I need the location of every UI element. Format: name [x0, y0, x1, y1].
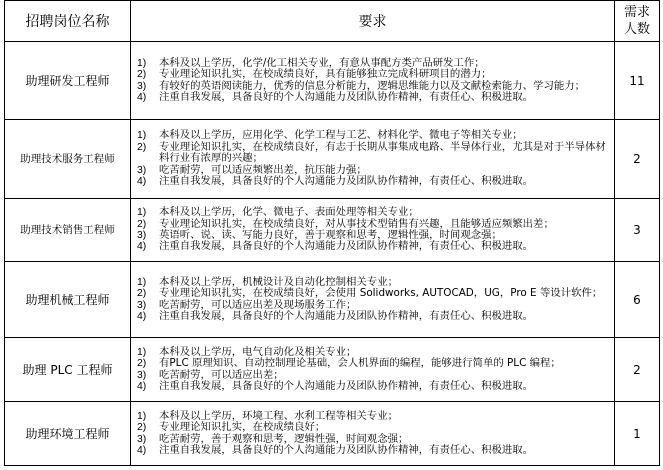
item-number: 4)	[137, 310, 147, 322]
headcount: 2	[615, 338, 660, 402]
header-position-name: 招聘岗位名称	[5, 1, 131, 42]
item-number: 4)	[137, 380, 147, 392]
list-item	[131, 422, 614, 433]
item-number: 2)	[137, 69, 147, 81]
item-text: 专业理论知识扎实，在校成绩良好，具有能够独立完成科研项目的潜力；	[159, 68, 492, 81]
item-text: 吃苦耐劳，可以适应频繁出差，抗压能力强；	[159, 163, 367, 176]
item-number: 3)	[137, 230, 147, 241]
item-text: 吃苦耐劳，善于观察和思考，逻辑性强，时间观念强；	[159, 432, 409, 445]
item-text: 英语听、说、读、写能力良好，善于观察和思考，逻辑性强，时间观念强；	[159, 229, 502, 241]
item-number: 3)	[137, 80, 147, 92]
list-item	[131, 381, 614, 392]
item-number: 3)	[137, 299, 147, 311]
item-text: 注重自我发展，具备良好的个人沟通能力及团队协作精神，有责任心、积极进取。	[159, 240, 534, 253]
item-number: 3)	[137, 433, 147, 445]
item-number: 2)	[137, 288, 147, 300]
item-text: 专业理论知识扎实，在校成绩良好，对从事技术型销售有兴趣，且能够适应频繁出差；	[159, 217, 554, 230]
item-text: 本科及以上学历，化学、微电子、表面处理等相关专业；	[159, 206, 419, 219]
item-text: 有较好的英语阅读能力，优秀的信息分析能力，逻辑思维能力以及文献检索能力、学习能力；	[159, 79, 586, 92]
item-number: 1)	[137, 346, 147, 358]
requirements-cell	[131, 262, 615, 338]
list-item	[131, 69, 614, 80]
list-item	[131, 207, 614, 218]
item-text: 注重自我发展，具备良好的个人沟通能力及团队协作精神，有责任心、积极进取。	[159, 175, 534, 188]
item-number: 4)	[137, 91, 147, 103]
item-number: 1)	[137, 410, 147, 422]
requirements-cell	[131, 402, 615, 466]
item-text: 本科及以上学历，电气自动化及相关专业；	[159, 345, 357, 358]
item-number: 3)	[137, 164, 147, 176]
item-number: 1)	[137, 276, 147, 288]
headcount: 6	[615, 262, 660, 338]
position-name: 助理环境工程师	[5, 402, 131, 466]
item-text: 专业理论知识扎实，在校成绩良好；	[159, 421, 326, 434]
requirements-cell	[131, 199, 615, 262]
item-text: 注重自我发展，具备良好的个人沟通能力及团队协作精神，有责任心、积极进取。	[159, 443, 534, 456]
item-number: 4)	[137, 176, 147, 188]
item-number: 2)	[137, 218, 147, 230]
headcount: 1	[615, 402, 660, 466]
list-item	[131, 142, 614, 165]
list-item	[131, 92, 614, 103]
item-number: 1)	[137, 207, 147, 219]
header-headcount	[615, 1, 660, 42]
position-name: 助理技术销售工程师	[5, 199, 131, 262]
requirements-cell	[131, 338, 615, 402]
header-headcount-line2: 人数	[623, 22, 650, 37]
item-text: 吃苦耐劳，可以适应出差；	[159, 368, 284, 381]
header-headcount-line1: 需求	[623, 5, 650, 20]
item-text: 注重自我发展，具备良好的个人沟通能力及团队协作精神，有责任心、积极进取。	[159, 309, 534, 322]
item-text: 本科及以上学历，机械设计及自动化控制相关专业；	[159, 275, 398, 288]
table-row	[5, 199, 660, 262]
item-text: 有PLC 原理知识、自动控制理论基础，会人机界面的编程，能够进行简单的 PLC 编程；	[159, 357, 561, 370]
headcount: 3	[615, 199, 660, 262]
list-item	[131, 288, 614, 299]
list-item	[131, 445, 614, 456]
item-number: 3)	[137, 369, 147, 381]
item-text: 本科及以上学历，化学/化工相关专业，有意从事配方类产品研发工作；	[159, 56, 485, 69]
item-number: 4)	[137, 444, 147, 456]
table-row	[5, 120, 660, 199]
item-text: 注重自我发展，具备良好的个人沟通能力及团队协作精神，有责任心、积极进取。	[159, 379, 534, 392]
item-text: 专业理论知识扎实，在校成绩良好，有志于长期从事集成电路、半导体行业，尤其是对于半导体材料行业有浓厚的兴趣；	[159, 140, 606, 165]
position-name: 助理技术服务工程师	[5, 120, 131, 199]
list-item	[131, 176, 614, 187]
item-text: 吃苦耐劳，可以适应出差及现场服务工作；	[159, 298, 357, 311]
list-item	[131, 311, 614, 322]
recruitment-table	[4, 0, 660, 466]
item-text: 本科及以上学历，应用化学、化学工程与工艺、材料化学、微电子等相关专业；	[159, 129, 523, 142]
table-row	[5, 262, 660, 338]
item-text: 本科及以上学历，环境工程、水利工程等相关专业；	[159, 409, 398, 422]
item-number: 2)	[137, 422, 147, 434]
position-name: 助理研发工程师	[5, 42, 131, 120]
header-requirements: 要求	[131, 1, 615, 42]
list-item	[131, 241, 614, 252]
requirements-cell	[131, 120, 615, 199]
item-number: 2)	[137, 358, 147, 370]
requirements-cell	[131, 42, 615, 120]
headcount: 2	[615, 120, 660, 199]
table-row	[5, 338, 660, 402]
headcount: 11	[615, 42, 660, 120]
item-number: 4)	[137, 241, 147, 253]
item-number: 1)	[137, 130, 147, 142]
table-row	[5, 42, 660, 120]
list-item	[131, 358, 614, 369]
table-row	[5, 402, 660, 466]
position-name: 助理 PLC 工程师	[5, 338, 131, 402]
position-name: 助理机械工程师	[5, 262, 131, 338]
item-number: 2)	[137, 141, 147, 153]
item-number: 1)	[137, 57, 147, 69]
item-text: 专业理论知识扎实，在校成绩良好，会使用 Solidworks, AUTOCAD，UG，Pro E 等设计软件；	[159, 287, 603, 300]
item-text: 注重自我发展，具备良好的个人沟通能力及团队协作精神，有责任心、积极进取。	[159, 90, 534, 103]
table-header-row	[5, 1, 660, 42]
